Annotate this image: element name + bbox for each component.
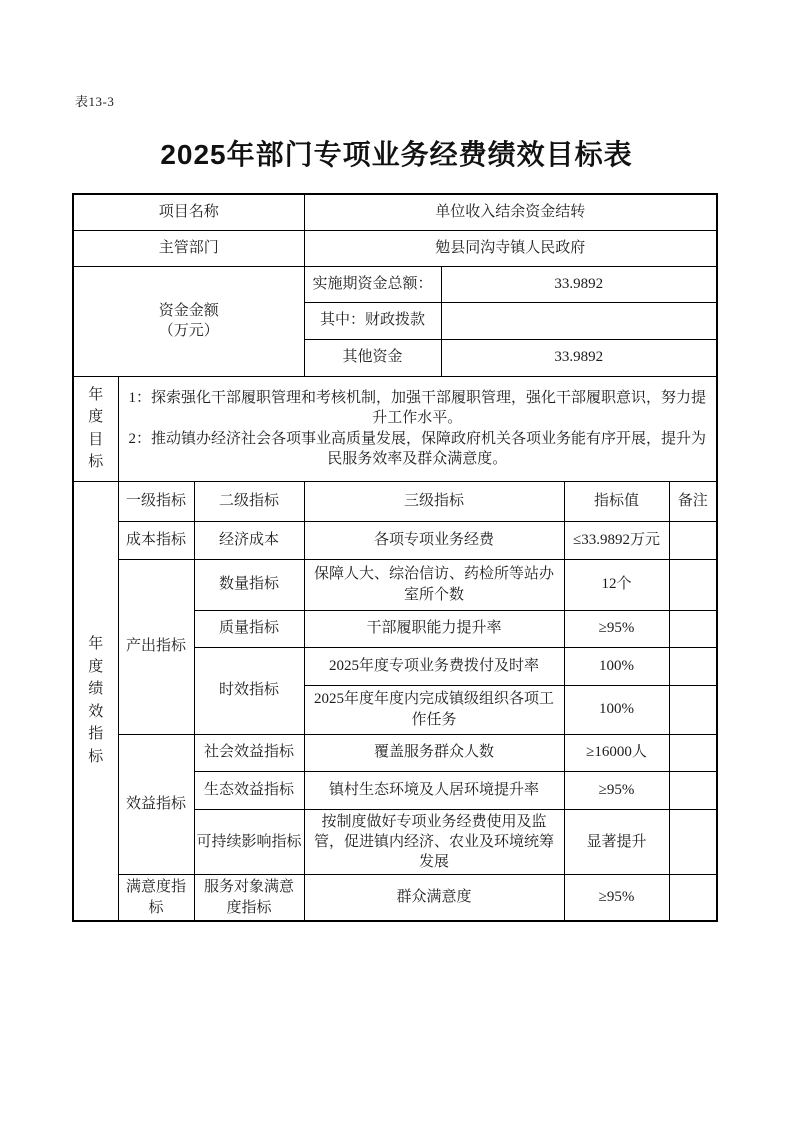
col-header-level2: 二级指标 [194, 481, 304, 521]
sheet-label: 表13-3 [75, 94, 115, 109]
fund-total-value: 33.9892 [441, 266, 717, 302]
table-row [73, 875, 717, 921]
table-row [73, 266, 717, 302]
col-header-note: 备注 [669, 481, 717, 521]
indicator-level2: 服务对象满意度指标 [194, 875, 304, 921]
indicator-value: 100% [564, 647, 669, 685]
fund-fiscal-value [441, 302, 717, 339]
indicator-note [669, 647, 717, 685]
indicator-note [669, 771, 717, 809]
table-row [73, 734, 717, 771]
performance-target-table [72, 193, 718, 922]
indicator-level1: 效益指标 [118, 734, 194, 875]
indicator-level2: 生态效益指标 [194, 771, 304, 809]
indicator-value: 显著提升 [564, 809, 669, 875]
indicator-note [669, 610, 717, 647]
performance-indicators-label: 年度绩效指标 [73, 481, 118, 921]
indicator-value: ≥95% [564, 771, 669, 809]
indicator-level2: 社会效益指标 [194, 734, 304, 771]
fund-fiscal-label: 其中：财政拨款 [304, 302, 441, 339]
indicator-note [669, 521, 717, 559]
col-header-level3: 三级指标 [304, 481, 564, 521]
department-label: 主管部门 [73, 230, 304, 266]
annual-goal-line1: 1：探索强化干部履职管理和考核机制，加强干部履职管理，强化干部履职意识，努力提升工作水平。 [128, 390, 707, 427]
indicator-level1: 满意度指标 [118, 875, 194, 921]
indicator-value: ≥16000人 [564, 734, 669, 771]
project-name-value: 单位收入结余资金结转 [304, 194, 717, 230]
indicator-value: 100% [564, 685, 669, 734]
annual-goal-content [118, 376, 717, 481]
indicator-note [669, 559, 717, 610]
indicator-level3: 2025年度专项业务费拨付及时率 [304, 647, 564, 685]
fund-amount-label [73, 266, 304, 376]
table-row [73, 521, 717, 559]
annual-goal-line2: 2：推动镇办经济社会各项事业高质量发展，保障政府机关各项业务能有序开展，提升为民服务效率及群众满意度。 [128, 430, 707, 467]
indicator-level3: 保障人大、综治信访、药检所等站办室所个数 [304, 559, 564, 610]
fund-amount-label-line1: 资金金额 [158, 302, 219, 319]
indicator-note [669, 734, 717, 771]
indicator-note [669, 685, 717, 734]
indicator-value: ≥95% [564, 610, 669, 647]
department-value: 勉县同沟寺镇人民政府 [304, 230, 717, 266]
table-row [73, 376, 717, 481]
project-name-label: 项目名称 [73, 194, 304, 230]
fund-other-value: 33.9892 [441, 339, 717, 376]
indicator-level3: 各项专项业务经费 [304, 521, 564, 559]
indicator-level3: 2025年度年度内完成镇级组织各项工作任务 [304, 685, 564, 734]
indicator-value: 12个 [564, 559, 669, 610]
indicator-level3: 干部履职能力提升率 [304, 610, 564, 647]
table-row [73, 230, 717, 266]
table-header-row [73, 481, 717, 521]
indicator-level1: 产出指标 [118, 559, 194, 734]
indicator-level2: 质量指标 [194, 610, 304, 647]
indicator-level3: 覆盖服务群众人数 [304, 734, 564, 771]
indicator-level2: 数量指标 [194, 559, 304, 610]
indicator-note [669, 875, 717, 921]
table-row [73, 559, 717, 610]
table-row [73, 194, 717, 230]
indicator-level3: 镇村生态环境及人居环境提升率 [304, 771, 564, 809]
annual-goal-label: 年度目标 [73, 376, 118, 481]
indicator-note [669, 809, 717, 875]
indicator-level1: 成本指标 [118, 521, 194, 559]
col-header-value: 指标值 [564, 481, 669, 521]
indicator-level2: 经济成本 [194, 521, 304, 559]
page-title: 2025年部门专项业务经费绩效目标表 [160, 139, 633, 170]
indicator-level3: 按制度做好专项业务经费使用及监管，促进镇内经济、农业及环境统筹发展 [304, 809, 564, 875]
indicator-value: ≤33.9892万元 [564, 521, 669, 559]
indicator-level3: 群众满意度 [304, 875, 564, 921]
indicator-level2: 可持续影响指标 [194, 809, 304, 875]
fund-other-label: 其他资金 [304, 339, 441, 376]
indicator-value: ≥95% [564, 875, 669, 921]
fund-amount-label-line2: （万元） [158, 323, 219, 339]
fund-total-label: 实施期资金总额： [304, 266, 441, 302]
indicator-level2: 时效指标 [194, 647, 304, 734]
col-header-level1: 一级指标 [118, 481, 194, 521]
